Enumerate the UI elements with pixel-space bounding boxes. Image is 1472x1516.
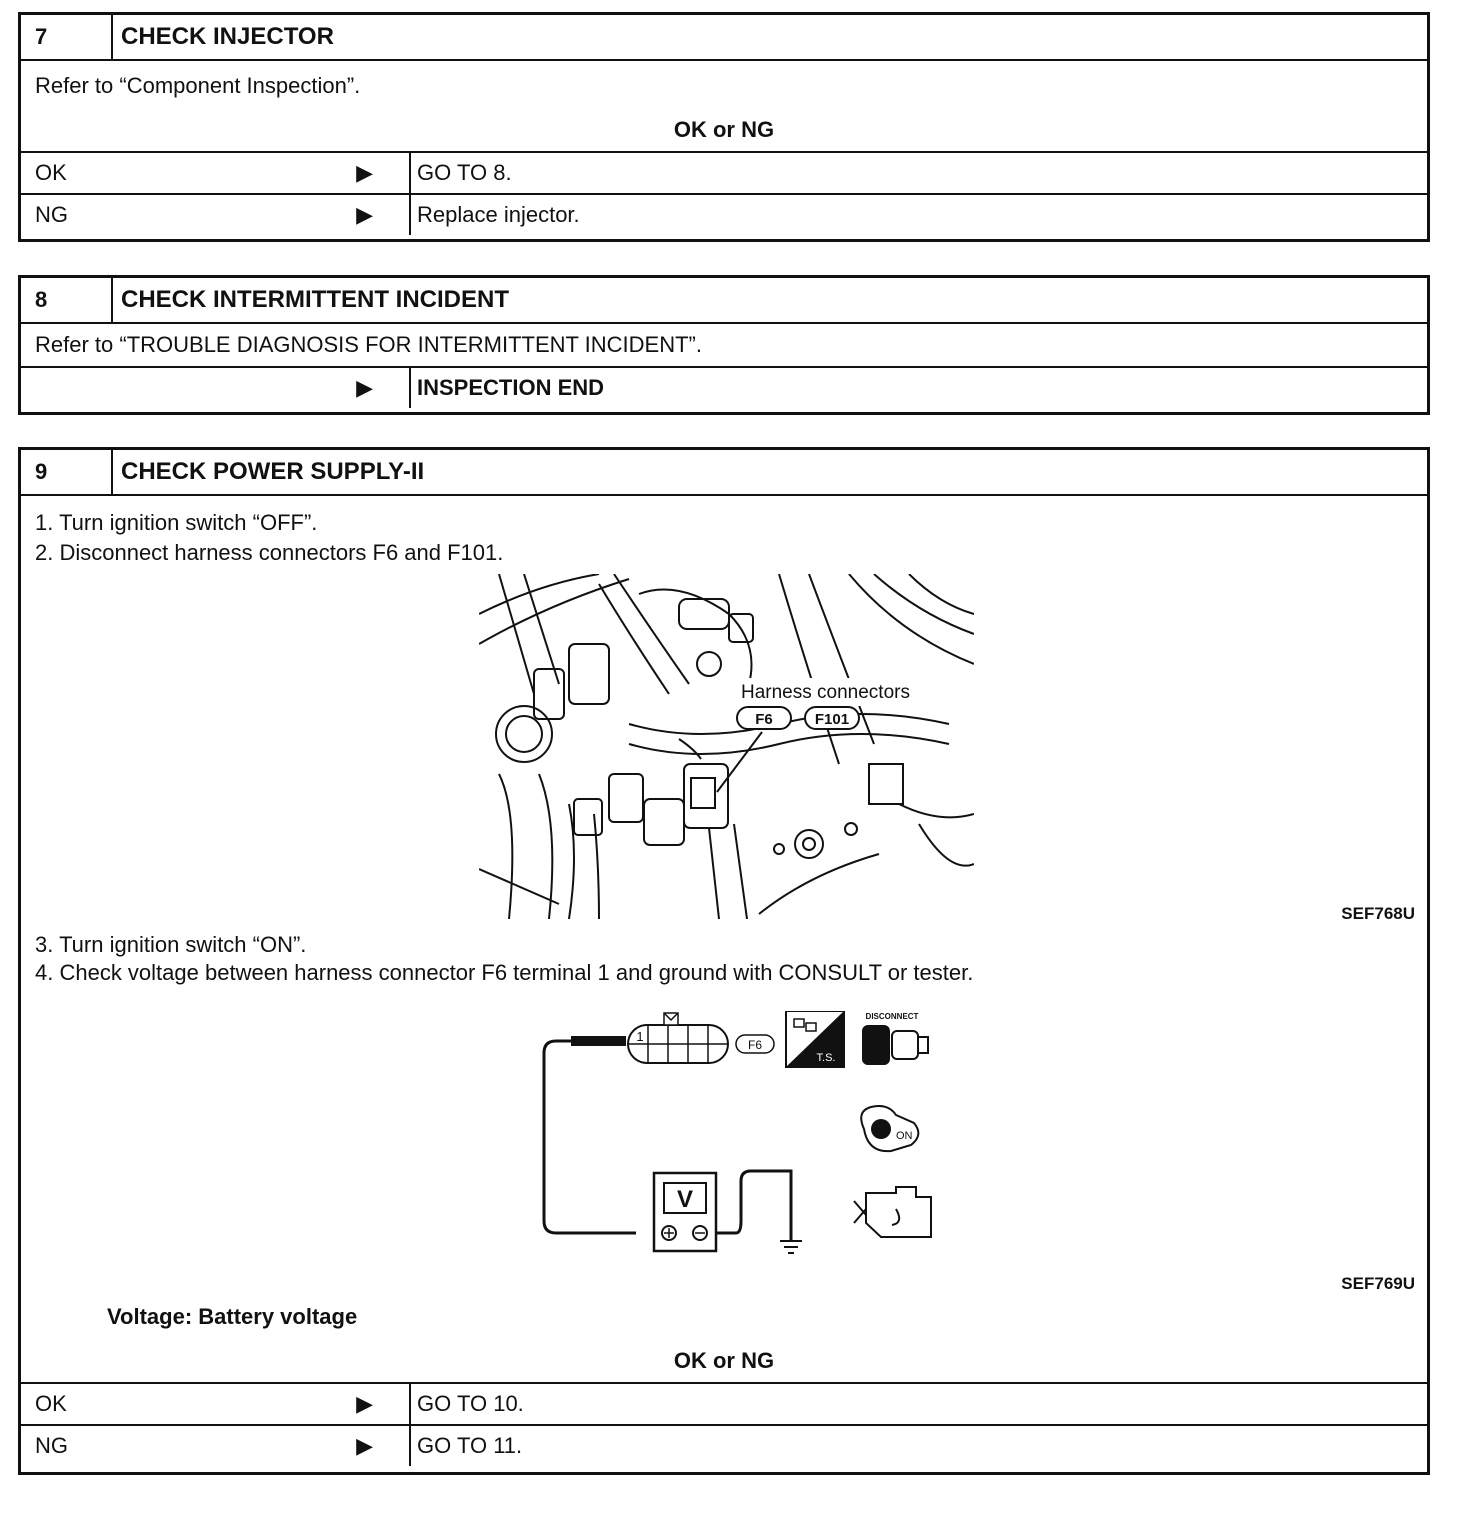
voltage-check-diagram	[536, 1011, 936, 1266]
section-9-body	[21, 494, 1427, 1382]
section-7-header	[21, 15, 1427, 59]
result-label: NG	[35, 1433, 68, 1458]
result-label: OK	[35, 1391, 67, 1416]
result-row-ng	[21, 193, 1427, 235]
step-title: CHECK INTERMITTENT INCIDENT	[121, 286, 509, 313]
result-row-end	[21, 366, 1427, 408]
ground-icon	[780, 1241, 802, 1253]
instruction-step: 1. Turn ignition switch “OFF”.	[35, 510, 318, 535]
result-action: INSPECTION END	[417, 375, 605, 400]
step-number: 7	[21, 15, 113, 59]
arrow-right-icon: ▶	[356, 202, 373, 227]
result-row-ng	[21, 1424, 1427, 1466]
section-8-body	[21, 322, 1427, 366]
result-action: GO TO 11.	[417, 1433, 523, 1458]
refer-text: Refer to “Component Inspection”.	[35, 73, 361, 98]
ignition-key-icon	[861, 1106, 918, 1151]
result-label: NG	[35, 202, 68, 227]
section-8	[18, 275, 1430, 415]
result-action: GO TO 8.	[417, 160, 512, 185]
result-row-ok	[21, 1382, 1427, 1424]
refer-text: Refer to “TROUBLE DIAGNOSIS FOR INTERMITTENT INCIDENT”.	[35, 332, 702, 357]
step-title: CHECK POWER SUPPLY-II	[121, 458, 425, 485]
harness-connectors-caption: Harness connectors	[741, 682, 910, 703]
instruction-step: 4. Check voltage between harness connector F6 terminal 1 and ground with CONSULT or tester.	[35, 960, 974, 985]
disconnect-label: DISCONNECT	[865, 1012, 919, 1021]
connector-f6-badge: F6	[747, 1038, 763, 1052]
ok-or-ng-label: OK or NG	[673, 117, 775, 142]
step-title: CHECK INJECTOR	[121, 23, 334, 50]
connector-f6-badge: F6	[755, 711, 773, 728]
step-number: 9	[21, 450, 113, 494]
terminal-1-label: 1	[636, 1029, 644, 1044]
section-9	[18, 447, 1430, 1475]
figure-id: SEF768U	[1341, 904, 1415, 923]
arrow-right-icon: ▶	[356, 160, 373, 185]
ignition-on-label: ON	[896, 1130, 913, 1142]
harness-connector-location-figure	[479, 574, 974, 919]
ok-or-ng-label: OK or NG	[673, 1348, 775, 1373]
result-action: Replace injector.	[417, 202, 580, 227]
result-label: OK	[35, 160, 67, 185]
result-action: GO TO 10.	[417, 1391, 524, 1416]
section-9-header	[21, 450, 1427, 494]
section-8-header	[21, 278, 1427, 322]
section-7-body	[21, 59, 1427, 151]
instruction-step: 3. Turn ignition switch “ON”.	[35, 932, 307, 957]
step-number: 8	[21, 278, 113, 322]
connector-f101-badge: F101	[814, 711, 850, 728]
section-7	[18, 12, 1430, 242]
result-row-ok	[21, 151, 1427, 193]
ts-label: T.S.	[816, 1052, 836, 1064]
voltage-spec: Voltage: Battery voltage	[107, 1304, 358, 1329]
arrow-right-icon: ▶	[356, 1391, 373, 1416]
voltmeter-v-label: V	[676, 1186, 694, 1213]
engine-icon	[854, 1187, 931, 1237]
arrow-right-icon: ▶	[356, 1433, 373, 1458]
figure-id: SEF769U	[1341, 1274, 1415, 1293]
instruction-step: 2. Disconnect harness connectors F6 and F101.	[35, 540, 504, 565]
arrow-right-icon: ▶	[356, 375, 373, 400]
